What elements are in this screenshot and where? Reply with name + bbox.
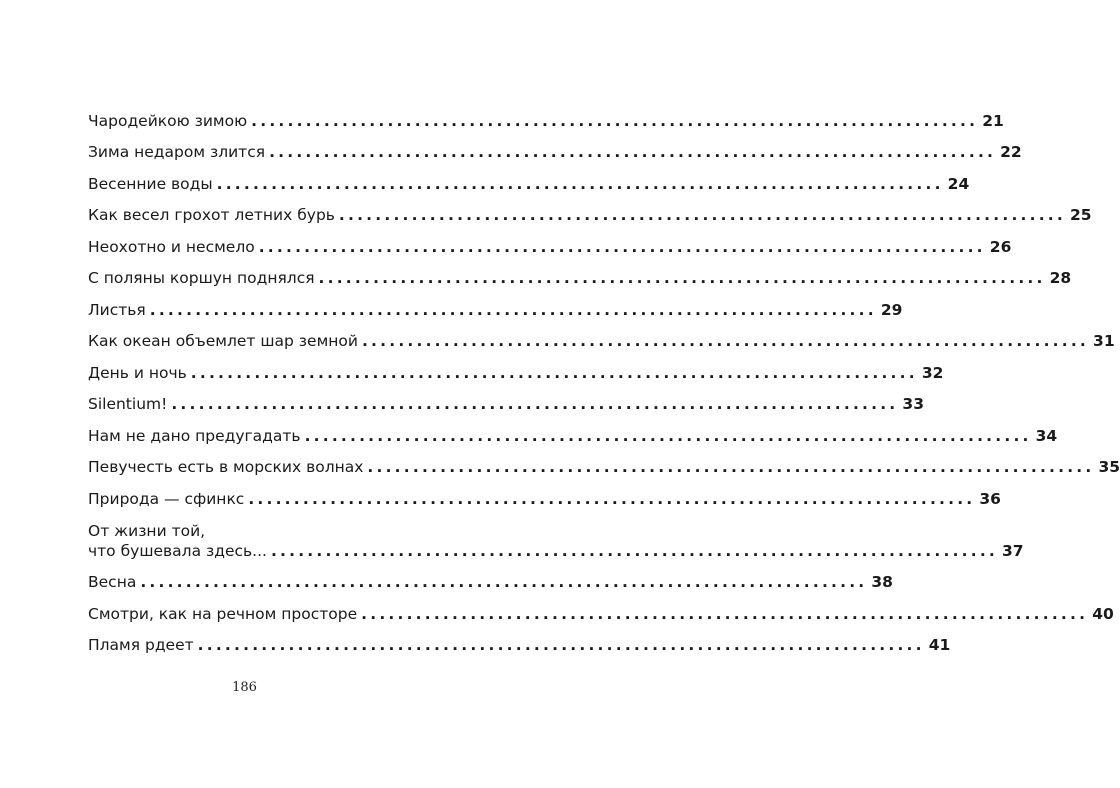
toc-entry-title: День и ночь xyxy=(88,363,187,382)
dot-leader: ................................................................................ xyxy=(197,636,925,654)
dot-leader: ................................................................................ xyxy=(338,206,1066,224)
toc-entry-page: 35 xyxy=(1098,458,1120,476)
toc-entry-title: Листья xyxy=(88,300,146,319)
dot-leader: ................................................................................ xyxy=(251,111,979,130)
toc-entry xyxy=(88,288,903,320)
table-of-contents xyxy=(88,99,1120,655)
toc-entry-line2 xyxy=(88,541,1024,561)
toc-entry-title: Нам не дано предугадать xyxy=(88,426,301,445)
toc-entry xyxy=(88,509,1024,561)
dot-leader: ................................................................................ xyxy=(140,573,868,591)
toc-entry-title: Пламя рдеет xyxy=(88,636,194,654)
dot-leader: ................................................................................ xyxy=(304,426,1032,445)
toc-entry-title: С поляны коршун поднялся xyxy=(88,269,315,287)
toc-entry-title: Зима недаром злится xyxy=(88,143,266,161)
toc-entry xyxy=(88,446,1120,478)
toc-entry xyxy=(88,624,951,656)
toc-entry-title: Весна xyxy=(88,573,137,591)
toc-entry-title: Неохотно и несмело xyxy=(88,237,255,256)
dot-leader: ................................................................................ xyxy=(190,363,918,382)
toc-entry-title: Silentium! xyxy=(88,395,168,413)
toc-entry-page: 21 xyxy=(982,111,1004,130)
toc-entry-page: 31 xyxy=(1093,332,1115,350)
toc-entry xyxy=(88,383,924,415)
toc-entry-title: Чародейкою зимою xyxy=(88,111,248,130)
toc-entry-page: 34 xyxy=(1035,426,1058,445)
toc-entry-title: Весенние воды xyxy=(88,174,213,193)
dot-leader: ................................................................................ xyxy=(149,300,877,319)
dot-leader: ................................................................................ xyxy=(171,395,899,413)
toc-entry-page: 41 xyxy=(928,636,951,654)
toc-entry-title: Как весел грохот летних бурь xyxy=(88,206,335,224)
toc-entry-title: Певучесть есть в морских волнах xyxy=(88,458,364,476)
toc-entry-page: 37 xyxy=(1002,541,1024,560)
toc-entry xyxy=(88,257,1072,289)
toc-entry xyxy=(88,320,1115,352)
toc-entry-page: 38 xyxy=(871,573,893,591)
dot-leader: ................................................................................ xyxy=(270,541,999,560)
toc-entry xyxy=(88,162,970,194)
dot-leader: ................................................................................ xyxy=(269,143,997,161)
toc-entry-title: Природа — сфинкс xyxy=(88,489,245,508)
dot-leader: ................................................................................ xyxy=(248,489,976,508)
toc-entry-title-line2: что бушевала здесь... xyxy=(88,541,267,560)
toc-entry xyxy=(88,477,1001,509)
toc-entry xyxy=(88,561,893,593)
toc-entry xyxy=(88,414,1058,446)
toc-entry-page: 29 xyxy=(880,300,903,319)
toc-entry-page: 32 xyxy=(921,363,944,382)
dot-leader: ................................................................................ xyxy=(318,269,1046,287)
toc-entry-page: 33 xyxy=(902,395,924,413)
dot-leader: ................................................................................ xyxy=(258,237,986,256)
toc-entry xyxy=(88,351,944,383)
page-number: 186 xyxy=(232,680,257,695)
toc-entry-title: Как океан объемлет шар земной xyxy=(88,332,358,350)
toc-entry xyxy=(88,131,1022,163)
toc-entry-title: Смотри, как на речном просторе xyxy=(88,604,358,623)
toc-entry-page: 36 xyxy=(979,489,1001,508)
toc-entry-page: 28 xyxy=(1049,269,1072,287)
toc-entry xyxy=(88,194,1092,226)
toc-entry xyxy=(88,225,1012,257)
toc-entry xyxy=(88,592,1114,624)
toc-entry-page: 26 xyxy=(989,237,1012,256)
toc-entry-page: 25 xyxy=(1069,206,1092,224)
dot-leader: ................................................................................ xyxy=(367,458,1095,476)
toc-entry-page: 22 xyxy=(1000,143,1022,161)
toc-entry-title-line1: От жизни той, xyxy=(88,521,206,540)
dot-leader: ................................................................................ xyxy=(361,604,1089,623)
toc-entry-page: 24 xyxy=(947,174,970,193)
toc-entry-page: 40 xyxy=(1092,604,1114,623)
toc-entry xyxy=(88,99,1004,131)
dot-leader: ................................................................................ xyxy=(216,174,944,193)
dot-leader: ................................................................................ xyxy=(361,332,1090,350)
